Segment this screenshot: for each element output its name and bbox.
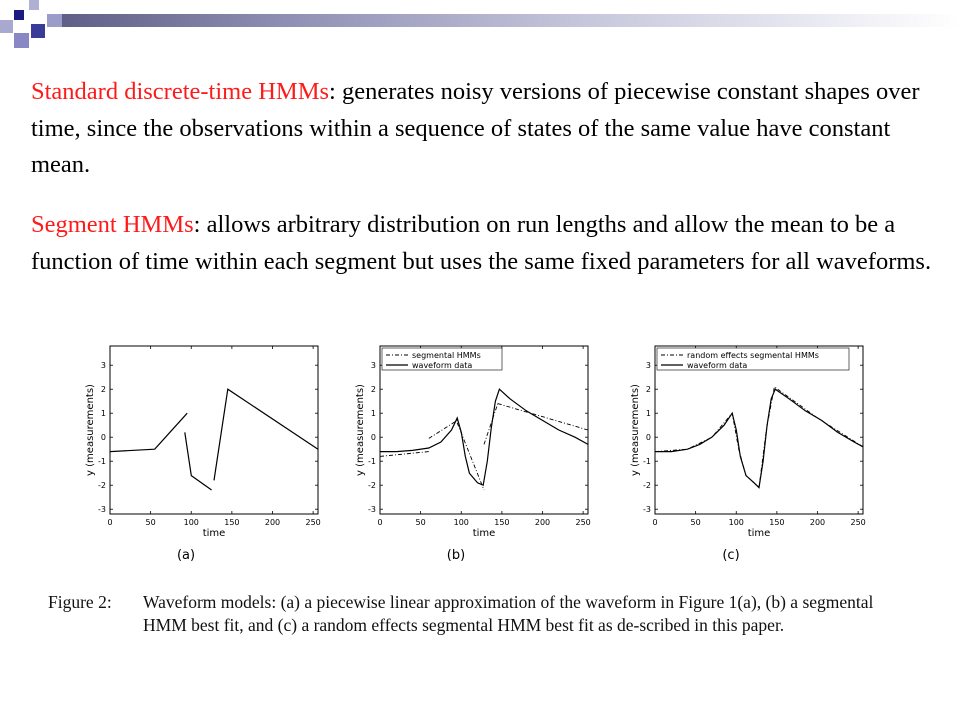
plot-a (70, 330, 330, 563)
x-tick-label: 50 (145, 518, 156, 527)
series-line (655, 387, 863, 488)
y-tick-label: 0 (645, 433, 651, 443)
y-tick-label: -2 (368, 481, 376, 491)
y-tick-label: -2 (98, 481, 106, 491)
x-tick-label: 250 (850, 518, 866, 527)
x-tick-label: 0 (377, 518, 383, 527)
y-tick-label: 1 (370, 409, 376, 419)
y-tick-label: 1 (100, 409, 106, 419)
y-tick-label: -2 (643, 481, 651, 491)
x-tick-label: 250 (305, 518, 321, 527)
deco-square-dark (31, 24, 45, 38)
x-tick-label: 200 (534, 518, 551, 527)
x-tick-label: 150 (224, 518, 240, 527)
figure-waveform-models (0, 330, 960, 580)
y-tick-label: 1 (645, 409, 651, 419)
x-tick-label: 150 (769, 518, 785, 527)
y-tick-label: 3 (100, 361, 106, 371)
series-line (110, 413, 187, 451)
series-line (380, 389, 588, 485)
deco-square-light (29, 0, 39, 10)
x-tick-label: 200 (264, 518, 281, 527)
y-tick-label: 0 (370, 433, 376, 443)
x-tick-label: 50 (415, 518, 426, 527)
x-axis-label: time (472, 528, 496, 539)
legend-label: segmental HMMs (412, 351, 481, 360)
series-line (484, 404, 498, 445)
y-tick-label: -1 (368, 457, 376, 467)
deco-square-light (0, 20, 13, 33)
paragraph-standard-hmm (31, 74, 936, 184)
y-tick-label: -3 (368, 505, 376, 515)
header-gradient-bar (62, 14, 960, 27)
header-decoration (0, 0, 62, 62)
series-line (655, 389, 863, 487)
x-tick-label: 200 (809, 518, 826, 527)
y-axis-label: y (measurements) (630, 384, 641, 476)
y-tick-label: 2 (370, 385, 376, 395)
x-tick-label: 100 (453, 518, 469, 527)
y-tick-label: 3 (370, 361, 376, 371)
caption-text: Waveform models: (a) a piecewise linear approximation of the waveform in Figure 1(a), (b) a segmental HMM best fit, and (c) a random effects segmental HMM best fit as de-scribed in this paper. (143, 592, 874, 635)
deco-square-dark (14, 10, 24, 20)
legend-label: random effects segmental HMMs (687, 351, 819, 360)
legend-label: waveform data (687, 361, 748, 370)
x-axis-label: time (202, 528, 226, 539)
paragraph-text: : allows arbitrary distribution on run lengths and allow the mean to be a function of time within each segment but uses the same fixed parameters for all waveforms. (31, 211, 932, 275)
series-line (214, 389, 318, 480)
x-tick-label: 100 (728, 518, 744, 527)
panel-label: (a) (176, 548, 196, 563)
y-axis-label: y (measurements) (85, 384, 96, 476)
series-line (498, 404, 588, 430)
y-tick-label: -1 (98, 457, 106, 467)
deco-square-light (47, 14, 62, 27)
panel-label: (c) (722, 548, 740, 563)
y-tick-label: 2 (100, 385, 106, 395)
paragraph-text: : generates noisy versions of piecewise constant shapes over time, since the observations within a sequence of states of the same value have constant mean. (31, 78, 920, 178)
legend-label: waveform data (412, 361, 473, 370)
caption-label: Figure 2: (48, 592, 112, 612)
deco-square-light (14, 33, 29, 48)
paragraph-segment-hmm (31, 207, 936, 313)
x-tick-label: 250 (575, 518, 591, 527)
y-tick-label: -3 (98, 505, 106, 515)
x-tick-label: 0 (107, 518, 113, 527)
plot-frame (380, 346, 588, 514)
y-tick-label: 0 (100, 433, 106, 443)
y-tick-label: -1 (643, 457, 651, 467)
y-tick-label: 3 (645, 361, 651, 371)
x-tick-label: 100 (183, 518, 199, 527)
y-axis-label: y (measurements) (355, 384, 366, 476)
x-tick-label: 0 (652, 518, 658, 527)
series-line (380, 452, 429, 457)
plot-frame (110, 346, 318, 514)
term-standard-hmm: Standard discrete-time HMMs (31, 78, 330, 105)
x-tick-label: 50 (690, 518, 701, 527)
series-line (429, 420, 457, 438)
plot-b (340, 330, 600, 563)
panel-label: (b) (446, 548, 466, 563)
y-tick-label: 2 (645, 385, 651, 395)
series-line (185, 432, 212, 490)
y-tick-label: -3 (643, 505, 651, 515)
x-axis-label: time (747, 528, 771, 539)
x-tick-label: 150 (494, 518, 510, 527)
term-segment-hmm: Segment HMMs (31, 211, 194, 238)
plot-frame (655, 346, 863, 514)
plot-c (615, 330, 875, 563)
